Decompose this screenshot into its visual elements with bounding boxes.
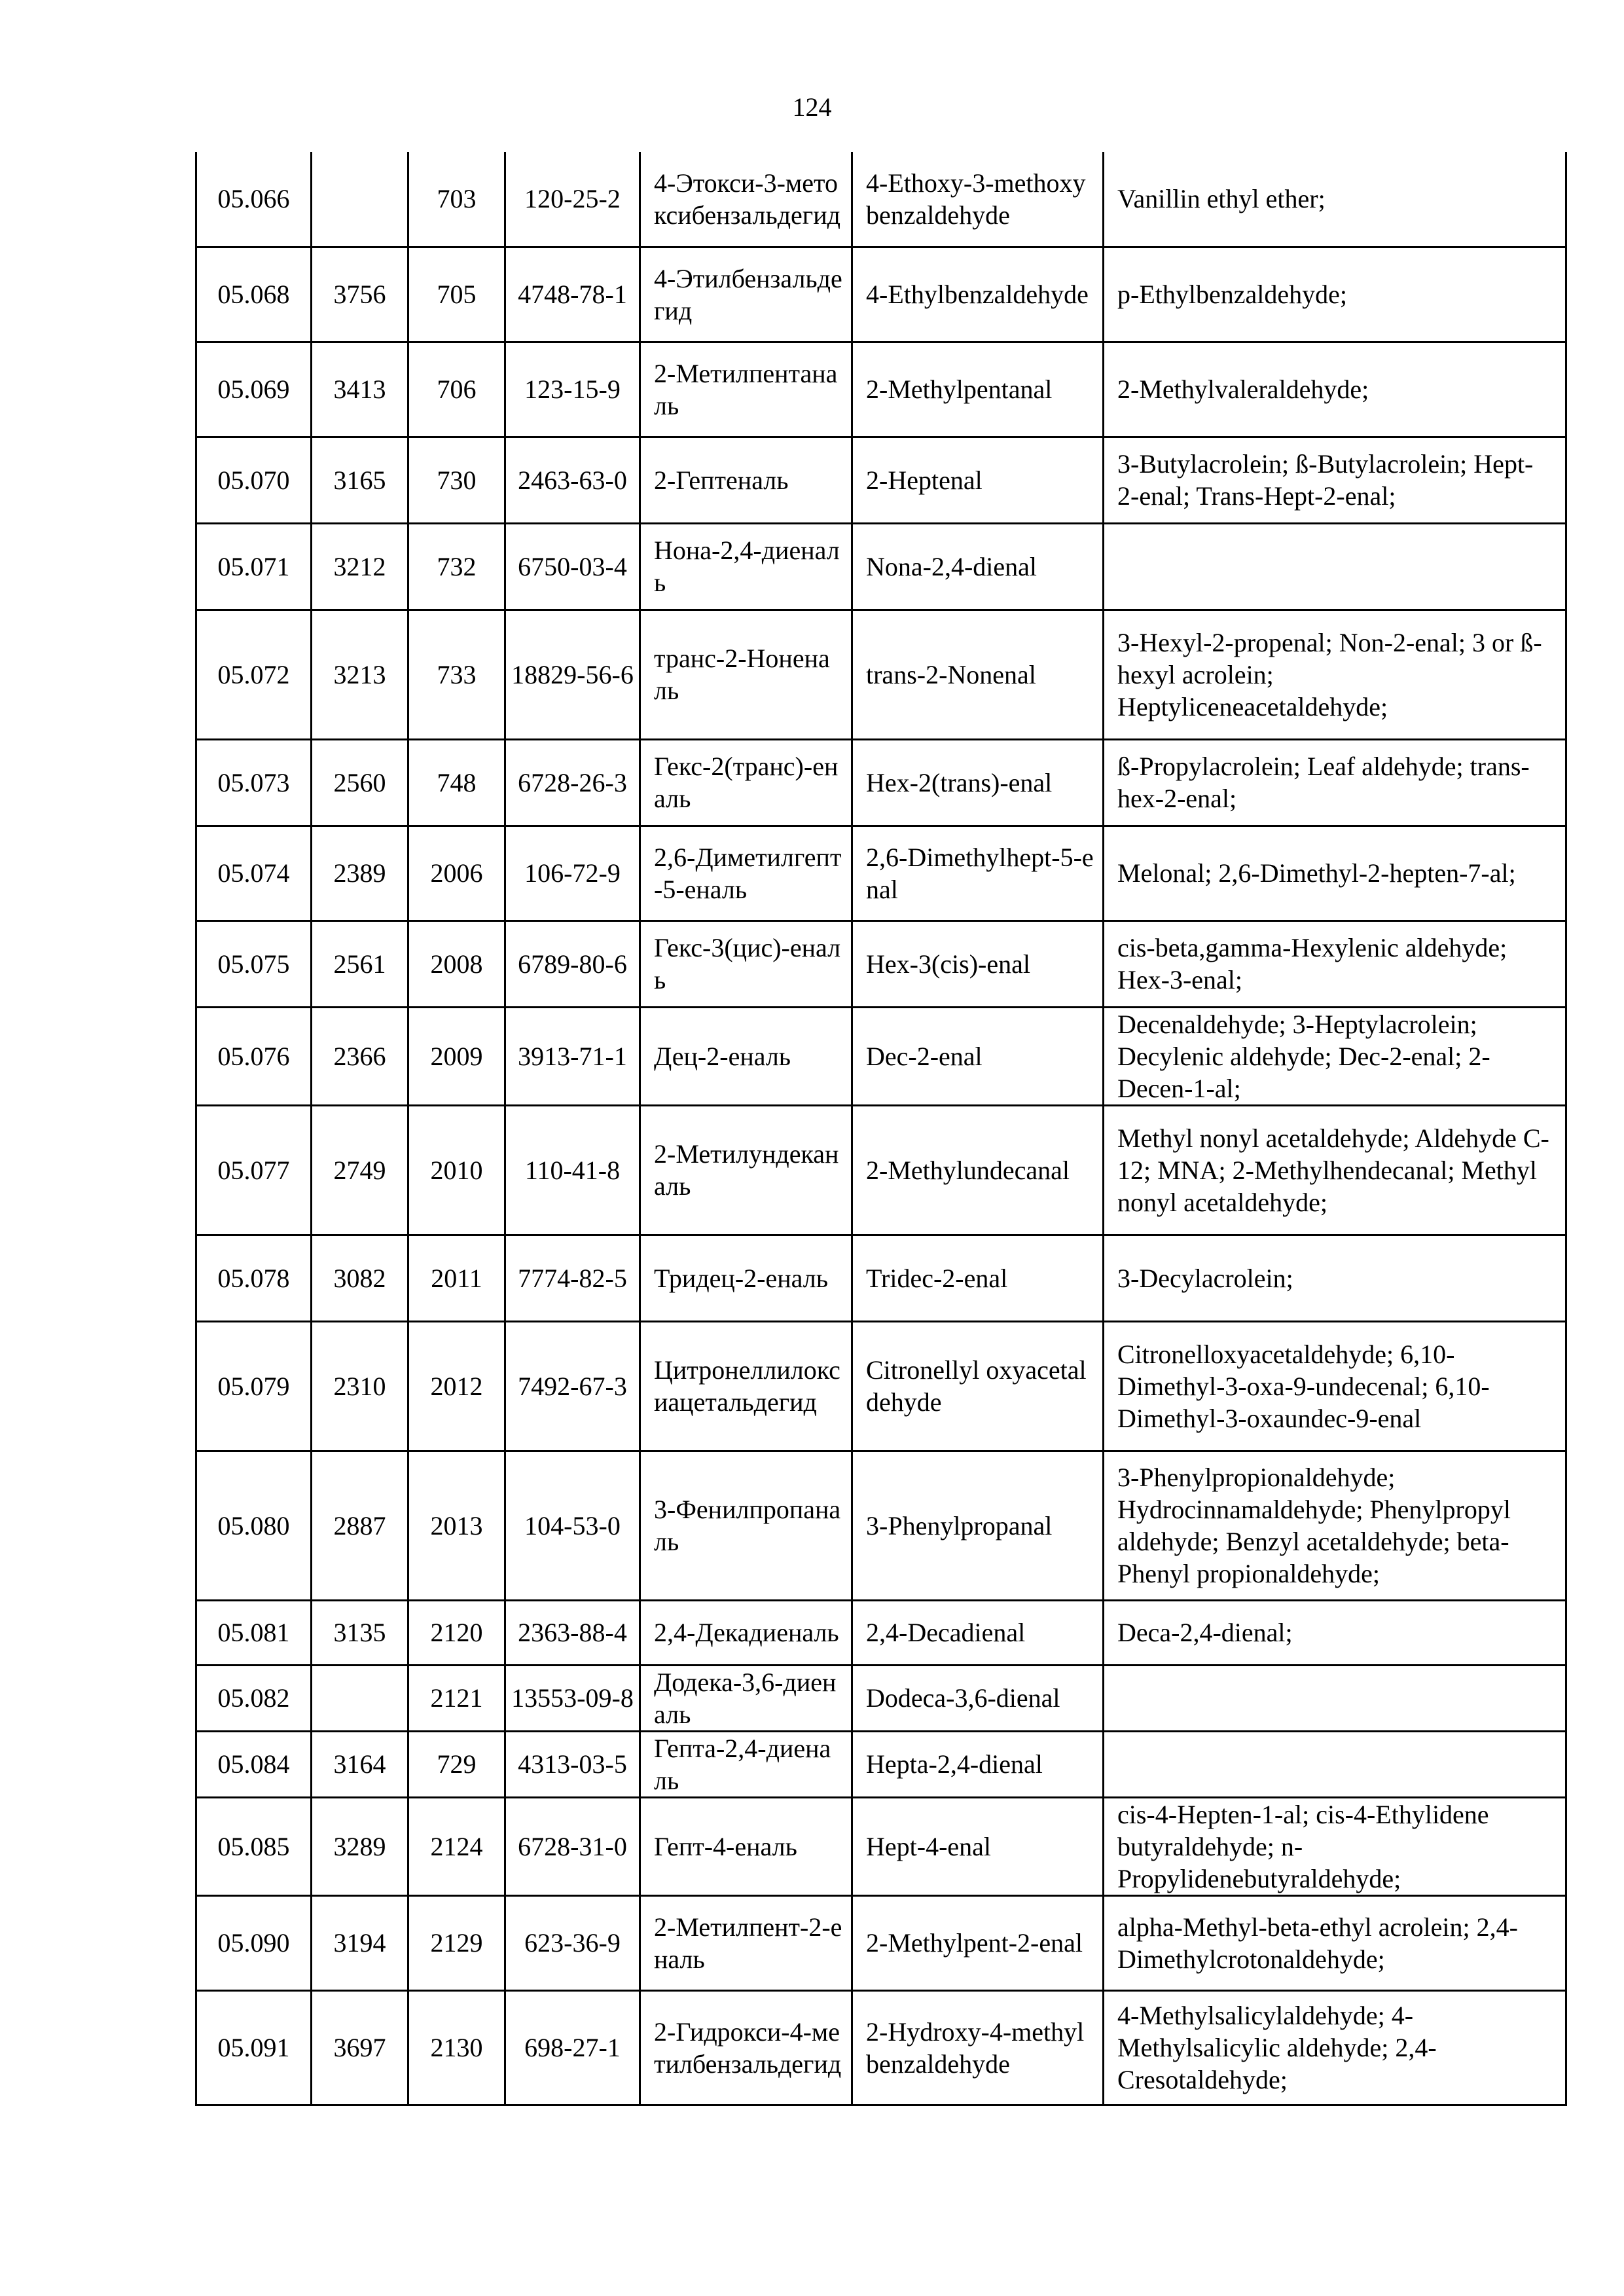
russian-name-cell: транс-2-Ноненаль [640, 610, 852, 739]
coe-number-cell: 733 [408, 610, 505, 739]
fema-number-cell: 3413 [312, 342, 408, 437]
fema-number-cell: 2560 [312, 739, 408, 826]
synonyms-cell: 3-Decylacrolein; [1104, 1235, 1566, 1321]
synonyms-cell: alpha-Methyl-beta-ethyl acrolein; 2,4-Dimethylcrotonaldehyde; [1104, 1895, 1566, 1990]
synonyms-cell: p-Ethylbenzaldehyde; [1104, 247, 1566, 342]
table-row [196, 1990, 1566, 2105]
fl-number-cell: 05.068 [196, 247, 312, 342]
coe-number-cell: 2124 [408, 1797, 505, 1895]
table-row [196, 826, 1566, 920]
english-name-cell: 3-Phenylpropanal [852, 1451, 1104, 1600]
synonyms-cell: cis-beta,gamma-Hexylenic aldehyde; Hex-3-enal; [1104, 920, 1566, 1007]
russian-name-cell: 3-Фенилпропаналь [640, 1451, 852, 1600]
russian-name-cell: 2-Гептеналь [640, 437, 852, 523]
russian-name-cell: Гепт-4-еналь [640, 1797, 852, 1895]
english-name-cell: Citronellyl oxyacetaldehyde [852, 1321, 1104, 1451]
page-number: 124 [792, 92, 832, 122]
fema-number-cell [312, 152, 408, 247]
fl-number-cell: 05.070 [196, 437, 312, 523]
fema-number-cell: 3289 [312, 1797, 408, 1895]
fema-number-cell: 3164 [312, 1731, 408, 1797]
russian-name-cell: Додека-3,6-диеналь [640, 1665, 852, 1731]
coe-number-cell: 2006 [408, 826, 505, 920]
fl-number-cell: 05.091 [196, 1990, 312, 2105]
table-row [196, 342, 1566, 437]
synonyms-cell [1104, 523, 1566, 610]
synonyms-cell [1104, 1731, 1566, 1797]
fl-number-cell: 05.071 [196, 523, 312, 610]
coe-number-cell: 732 [408, 523, 505, 610]
russian-name-cell: 2-Метилпент-2-еналь [640, 1895, 852, 1990]
fl-number-cell: 05.075 [196, 920, 312, 1007]
fl-number-cell: 05.079 [196, 1321, 312, 1451]
synonyms-cell: 3-Phenylpropionaldehyde; Hydrocinnamaldehyde; Phenylpropyl aldehyde; Benzyl acetaldehyde; beta-Phenyl propionaldehyde; [1104, 1451, 1566, 1600]
english-name-cell: 4-Ethylbenzaldehyde [852, 247, 1104, 342]
coe-number-cell: 729 [408, 1731, 505, 1797]
coe-number-cell: 2013 [408, 1451, 505, 1600]
synonyms-cell: cis-4-Hepten-1-al; cis-4-Ethylidene butyraldehyde; n-Propylidenebutyraldehyde; [1104, 1797, 1566, 1895]
russian-name-cell: Дец-2-еналь [640, 1007, 852, 1105]
table-body [196, 152, 1566, 2105]
table-row [196, 247, 1566, 342]
russian-name-cell: 2-Метилпентаналь [640, 342, 852, 437]
english-name-cell: Nona-2,4-dienal [852, 523, 1104, 610]
english-name-cell: Hept-4-enal [852, 1797, 1104, 1895]
table-row [196, 1895, 1566, 1990]
cas-number-cell: 6728-26-3 [505, 739, 640, 826]
synonyms-cell: 2-Methylvaleraldehyde; [1104, 342, 1566, 437]
synonyms-cell: Methyl nonyl acetaldehyde; Aldehyde C-12; MNA; 2-Methylhendecanal; Methyl nonyl acetaldehyde; [1104, 1105, 1566, 1235]
fl-number-cell: 05.078 [196, 1235, 312, 1321]
fema-number-cell: 2389 [312, 826, 408, 920]
coe-number-cell: 706 [408, 342, 505, 437]
cas-number-cell: 7492-67-3 [505, 1321, 640, 1451]
cas-number-cell: 7774-82-5 [505, 1235, 640, 1321]
english-name-cell: 2-Hydroxy-4-methylbenzaldehyde [852, 1990, 1104, 2105]
russian-name-cell: 2-Гидрокси-4-метилбензальдегид [640, 1990, 852, 2105]
fl-number-cell: 05.076 [196, 1007, 312, 1105]
fl-number-cell: 05.080 [196, 1451, 312, 1600]
synonyms-cell: Citronelloxyacetaldehyde; 6,10-Dimethyl-3-oxa-9-undecenal; 6,10-Dimethyl-3-oxaundec-9-enal [1104, 1321, 1566, 1451]
table-row [196, 437, 1566, 523]
cas-number-cell: 18829-56-6 [505, 610, 640, 739]
fema-number-cell: 3135 [312, 1600, 408, 1665]
english-name-cell: Hex-2(trans)-enal [852, 739, 1104, 826]
coe-number-cell: 705 [408, 247, 505, 342]
english-name-cell: 2-Methylpentanal [852, 342, 1104, 437]
synonyms-cell: Decenaldehyde; 3-Heptylacrolein; Decylenic aldehyde; Dec-2-enal; 2-Decen-1-al; [1104, 1007, 1566, 1105]
english-name-cell: 2,4-Decadienal [852, 1600, 1104, 1665]
coe-number-cell: 2008 [408, 920, 505, 1007]
fema-number-cell: 3165 [312, 437, 408, 523]
fema-number-cell: 3213 [312, 610, 408, 739]
flavouring-substances-table [195, 152, 1567, 2106]
english-name-cell: 2,6-Dimethylhept-5-enal [852, 826, 1104, 920]
table-row [196, 1321, 1566, 1451]
fema-number-cell: 2366 [312, 1007, 408, 1105]
cas-number-cell: 106-72-9 [505, 826, 640, 920]
cas-number-cell: 6789-80-6 [505, 920, 640, 1007]
coe-number-cell: 730 [408, 437, 505, 523]
table-row [196, 1235, 1566, 1321]
fl-number-cell: 05.085 [196, 1797, 312, 1895]
fl-number-cell: 05.081 [196, 1600, 312, 1665]
english-name-cell: Tridec-2-enal [852, 1235, 1104, 1321]
english-name-cell: Hex-3(cis)-enal [852, 920, 1104, 1007]
synonyms-cell: 4-Methylsalicylaldehyde; 4-Methylsalicylic aldehyde; 2,4-Cresotaldehyde; [1104, 1990, 1566, 2105]
english-name-cell: 2-Methylpent-2-enal [852, 1895, 1104, 1990]
cas-number-cell: 2463-63-0 [505, 437, 640, 523]
russian-name-cell: Нона-2,4-диеналь [640, 523, 852, 610]
table-row [196, 920, 1566, 1007]
fema-number-cell: 3756 [312, 247, 408, 342]
english-name-cell: trans-2-Nonenal [852, 610, 1104, 739]
table-row [196, 1731, 1566, 1797]
coe-number-cell: 2130 [408, 1990, 505, 2105]
russian-name-cell: 4-Этилбензальдегид [640, 247, 852, 342]
fl-number-cell: 05.090 [196, 1895, 312, 1990]
synonyms-cell: Vanillin ethyl ether; [1104, 152, 1566, 247]
fl-number-cell: 05.077 [196, 1105, 312, 1235]
fema-number-cell [312, 1665, 408, 1731]
synonyms-cell: 3-Hexyl-2-propenal; Non-2-enal; 3 or ß-hexyl acrolein; Heptyliceneacetaldehyde; [1104, 610, 1566, 739]
cas-number-cell: 110-41-8 [505, 1105, 640, 1235]
fl-number-cell: 05.066 [196, 152, 312, 247]
coe-number-cell: 2010 [408, 1105, 505, 1235]
russian-name-cell: Гепта-2,4-диеналь [640, 1731, 852, 1797]
table-row [196, 1600, 1566, 1665]
table-row [196, 523, 1566, 610]
cas-number-cell: 623-36-9 [505, 1895, 640, 1990]
fl-number-cell: 05.082 [196, 1665, 312, 1731]
fl-number-cell: 05.074 [196, 826, 312, 920]
coe-number-cell: 2009 [408, 1007, 505, 1105]
fema-number-cell: 3082 [312, 1235, 408, 1321]
fema-number-cell: 2887 [312, 1451, 408, 1600]
russian-name-cell: 2,4-Декадиеналь [640, 1600, 852, 1665]
english-name-cell: Hepta-2,4-dienal [852, 1731, 1104, 1797]
cas-number-cell: 6728-31-0 [505, 1797, 640, 1895]
cas-number-cell: 2363-88-4 [505, 1600, 640, 1665]
cas-number-cell: 3913-71-1 [505, 1007, 640, 1105]
russian-name-cell: Гекс-2(транс)-еналь [640, 739, 852, 826]
table-row [196, 152, 1566, 247]
coe-number-cell: 703 [408, 152, 505, 247]
synonyms-cell [1104, 1665, 1566, 1731]
cas-number-cell: 123-15-9 [505, 342, 640, 437]
fema-number-cell: 2310 [312, 1321, 408, 1451]
coe-number-cell: 2121 [408, 1665, 505, 1731]
english-name-cell: 2-Heptenal [852, 437, 1104, 523]
synonyms-cell: ß-Propylacrolein; Leaf aldehyde; trans-hex-2-enal; [1104, 739, 1566, 826]
fema-number-cell: 3697 [312, 1990, 408, 2105]
english-name-cell: 4-Ethoxy-3-methoxybenzaldehyde [852, 152, 1104, 247]
fema-number-cell: 2561 [312, 920, 408, 1007]
cas-number-cell: 120-25-2 [505, 152, 640, 247]
russian-name-cell: Тридец-2-еналь [640, 1235, 852, 1321]
cas-number-cell: 698-27-1 [505, 1990, 640, 2105]
coe-number-cell: 748 [408, 739, 505, 826]
synonyms-cell: Deca-2,4-dienal; [1104, 1600, 1566, 1665]
synonyms-cell: Melonal; 2,6-Dimethyl-2-hepten-7-al; [1104, 826, 1566, 920]
table-row [196, 1665, 1566, 1731]
cas-number-cell: 4748-78-1 [505, 247, 640, 342]
english-name-cell: 2-Methylundecanal [852, 1105, 1104, 1235]
cas-number-cell: 13553-09-8 [505, 1665, 640, 1731]
table-row [196, 1797, 1566, 1895]
table-row [196, 1007, 1566, 1105]
table-row [196, 1451, 1566, 1600]
table-row [196, 739, 1566, 826]
fl-number-cell: 05.073 [196, 739, 312, 826]
table-row [196, 1105, 1566, 1235]
cas-number-cell: 4313-03-5 [505, 1731, 640, 1797]
russian-name-cell: 2-Метилундеканаль [640, 1105, 852, 1235]
fl-number-cell: 05.072 [196, 610, 312, 739]
table-row [196, 610, 1566, 739]
russian-name-cell: Цитронеллилоксиацетальдегид [640, 1321, 852, 1451]
coe-number-cell: 2129 [408, 1895, 505, 1990]
russian-name-cell: 2,6-Диметилгепт-5-еналь [640, 826, 852, 920]
fl-number-cell: 05.084 [196, 1731, 312, 1797]
coe-number-cell: 2120 [408, 1600, 505, 1665]
fl-number-cell: 05.069 [196, 342, 312, 437]
russian-name-cell: Гекс-3(цис)-еналь [640, 920, 852, 1007]
english-name-cell: Dec-2-enal [852, 1007, 1104, 1105]
cas-number-cell: 6750-03-4 [505, 523, 640, 610]
cas-number-cell: 104-53-0 [505, 1451, 640, 1600]
fema-number-cell: 3194 [312, 1895, 408, 1990]
fema-number-cell: 2749 [312, 1105, 408, 1235]
english-name-cell: Dodeca-3,6-dienal [852, 1665, 1104, 1731]
synonyms-cell: 3-Butylacrolein; ß-Butylacrolein; Hept-2-enal; Trans-Hept-2-enal; [1104, 437, 1566, 523]
fema-number-cell: 3212 [312, 523, 408, 610]
russian-name-cell: 4-Этокси-3-метоксибензальдегид [640, 152, 852, 247]
coe-number-cell: 2012 [408, 1321, 505, 1451]
coe-number-cell: 2011 [408, 1235, 505, 1321]
